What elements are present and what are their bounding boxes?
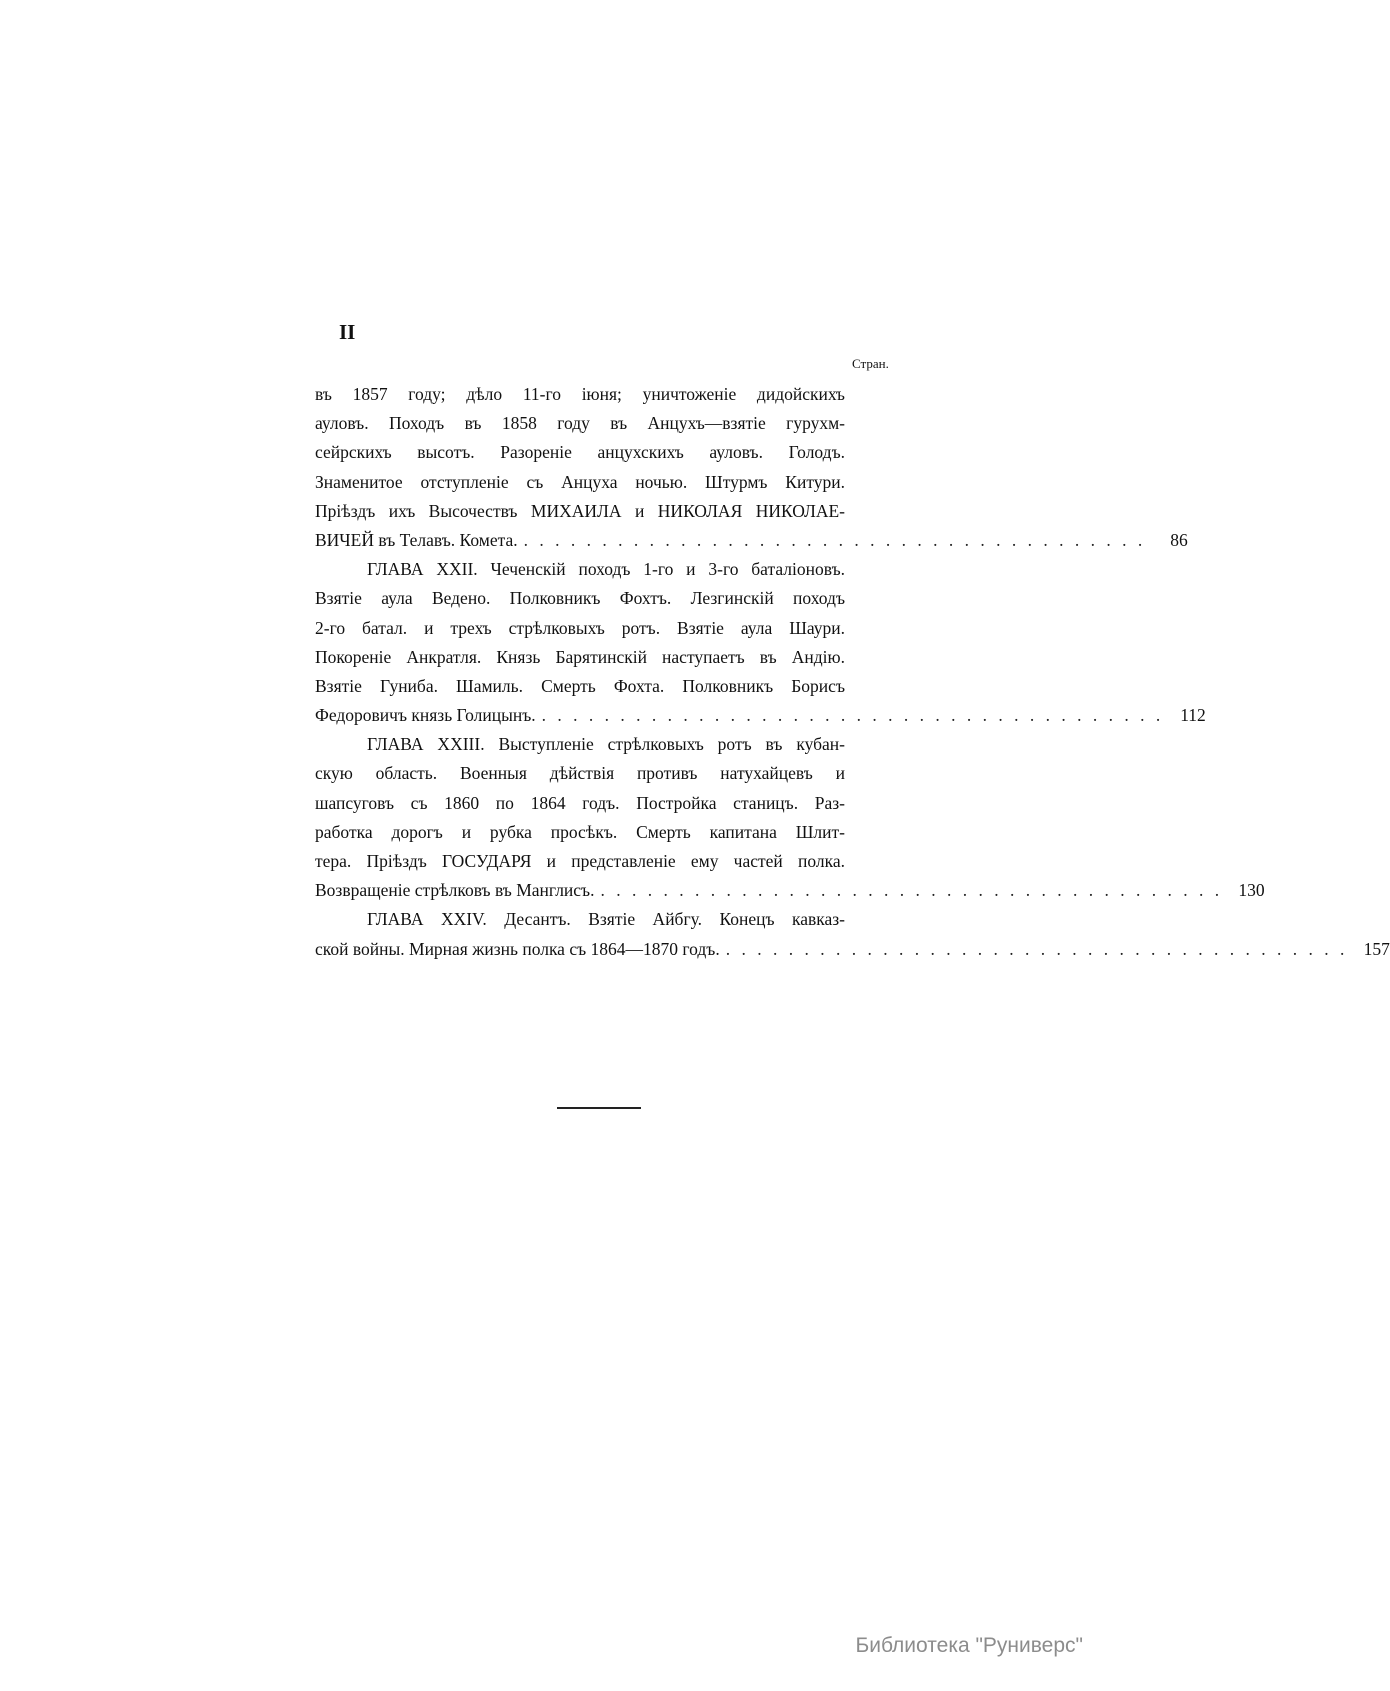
dot-leader: . . . . . . . . . . . . . . . . . . . . . . . . . . . . . . . . . . . . . . . . [541, 705, 1164, 726]
table-of-contents [315, 380, 1390, 964]
toc-line-text: Возвращеніе стрѣлковъ въ Манглисъ. [315, 880, 595, 901]
page-number: II [339, 320, 356, 344]
toc-line: Покореніе Анкратля. Князь Барятинскій наступаетъ въ Андію. [315, 646, 845, 667]
toc-line: Взятіе Гуниба. Шамиль. Смерть Фохта. Полковникъ Борисъ [315, 675, 845, 696]
toc-line: работка дорогъ и рубка просѣкъ. Смерть капитана Шлит- [315, 821, 845, 842]
toc-last-line [315, 935, 1390, 964]
page-column-label: Стран. [852, 356, 889, 371]
toc-line-text: Федоровичъ князь Голицынъ. [315, 705, 536, 726]
toc-line: тера. Пріѣздъ ГОСУДАРЯ и представленіе ему частей полка. [315, 851, 845, 871]
toc-line: скую область. Военныя дѣйствія противъ натухайцевъ и [315, 763, 845, 784]
toc-page-number: 86 [1170, 529, 1188, 550]
toc-last-line [315, 701, 1206, 730]
toc-line: ауловъ. Походъ въ 1858 году въ Анцухъ—взятіе гурухм- [315, 413, 845, 434]
toc-line: въ 1857 году; дѣло 11-го іюня; уничтоженіе дидойскихъ [315, 384, 845, 404]
dot-leader: . . . . . . . . . . . . . . . . . . . . . . . . . . . . . . . . . . . . . . . . [523, 529, 1146, 550]
toc-line: Пріѣздъ ихъ Высочествъ МИХАИЛА и НИКОЛАЯ НИКОЛАЕ- [315, 500, 845, 521]
toc-page-number: 130 [1238, 880, 1265, 901]
toc-entry [315, 555, 1206, 730]
toc-line: шапсуговъ съ 1860 по 1864 годъ. Постройка станицъ. Раз- [315, 792, 845, 813]
toc-line-text: ской войны. Мирная жизнь полка съ 1864—1870 годъ. [315, 938, 720, 959]
toc-entry [315, 380, 1188, 555]
section-divider [557, 1107, 641, 1109]
toc-line-text: ВИЧЕЙ въ Телавъ. Комета. [315, 529, 518, 550]
toc-line: Знаменитое отступленіе съ Анцуха ночью. Штурмъ Китури. [315, 471, 845, 492]
toc-line: ГЛАВА XXIV. Десантъ. Взятіе Айбгу. Конецъ кавказ- [367, 909, 845, 930]
toc-entry [315, 730, 1265, 905]
toc-last-line [315, 526, 1188, 555]
toc-line: ГЛАВА XXIII. Выступленіе стрѣлковыхъ ротъ въ кубан- [367, 734, 845, 755]
toc-line: Взятіе аула Ведено. Полковникъ Фохтъ. Лезгинскій походъ [315, 588, 845, 609]
toc-line: сейрскихъ высотъ. Разореніе анцухскихъ ауловъ. Голодъ. [315, 442, 845, 463]
toc-line: ГЛАВА XXII. Чеченскій походъ 1-го и 3-го баталіоновъ. [367, 559, 845, 580]
dot-leader: . . . . . . . . . . . . . . . . . . . . . . . . . . . . . . . . . . . . . . . . [725, 938, 1348, 959]
toc-page-number: 112 [1180, 705, 1206, 726]
toc-last-line [315, 876, 1265, 905]
dot-leader: . . . . . . . . . . . . . . . . . . . . . . . . . . . . . . . . . . . . . . . . [600, 880, 1223, 901]
toc-line: 2-го батал. и трехъ стрѣлковыхъ ротъ. Взятіе аула Шаури. [315, 617, 845, 638]
library-watermark: Библиотека "Руниверс" [855, 1634, 1083, 1657]
toc-entry [315, 905, 1390, 963]
toc-page-number: 157 [1363, 938, 1390, 959]
